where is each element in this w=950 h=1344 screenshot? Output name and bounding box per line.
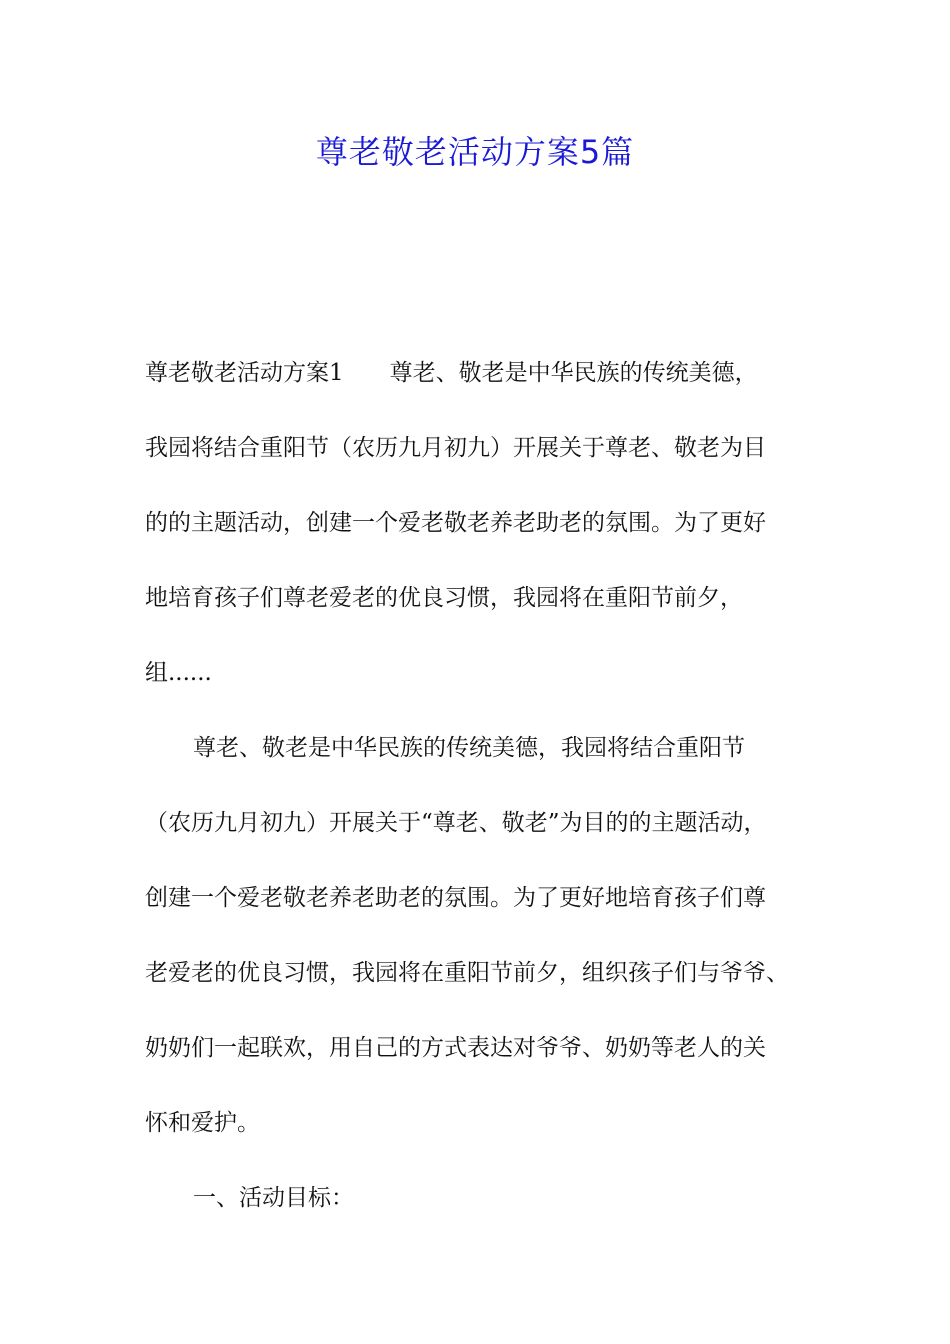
document-title: 尊老敬老活动方案5篇 bbox=[315, 133, 635, 171]
intro-line: 组...... bbox=[145, 660, 212, 686]
document-body bbox=[145, 336, 835, 1236]
paragraph-line: 尊老、敬老是中华民族的传统美德，我园将结合重阳节 bbox=[193, 735, 745, 761]
intro-paragraph bbox=[145, 336, 835, 711]
intro-line: 尊老敬老活动方案1 尊老、敬老是中华民族的传统美德， bbox=[145, 360, 758, 386]
section-heading: 一、活动目标： bbox=[193, 1185, 354, 1211]
section-heading-block bbox=[145, 1161, 835, 1236]
paragraph-line: （农历九月初九）开展关于“尊老、敬老”为目的的主题活动， bbox=[145, 810, 767, 836]
paragraph-line: 老爱老的优良习惯，我园将在重阳节前夕，组织孩子们与爷爷、 bbox=[145, 960, 789, 986]
paragraph-line: 怀和爱护。 bbox=[145, 1110, 260, 1136]
intro-line: 地培育孩子们尊老爱老的优良习惯，我园将在重阳节前夕， bbox=[145, 585, 743, 611]
intro-line: 的的主题活动，创建一个爱老敬老养老助老的氛围。为了更好 bbox=[145, 510, 766, 536]
paragraph-line: 奶奶们一起联欢，用自己的方式表达对爷爷、奶奶等老人的关 bbox=[145, 1035, 766, 1061]
paragraph-line: 创建一个爱老敬老养老助老的氛围。为了更好地培育孩子们尊 bbox=[145, 885, 766, 911]
intro-line: 我园将结合重阳节（农历九月初九）开展关于尊老、敬老为目 bbox=[145, 435, 766, 461]
body-paragraph bbox=[145, 711, 835, 1161]
